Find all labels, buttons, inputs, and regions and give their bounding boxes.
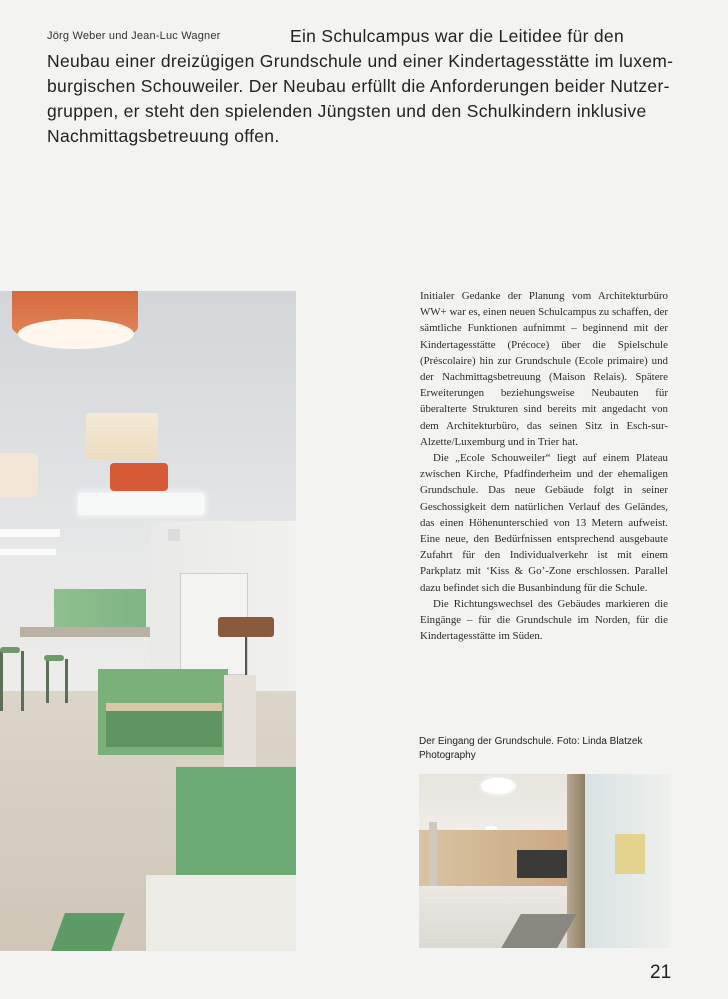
lead-paragraph xyxy=(47,24,687,149)
desk-top xyxy=(106,703,222,711)
ceiling-light xyxy=(0,549,56,555)
desk-shadow xyxy=(106,711,222,747)
entrance-photo xyxy=(419,774,671,948)
article-body xyxy=(420,288,668,644)
green-panel xyxy=(176,767,296,891)
article-paragraph: Die Richtungswechsel des Gebäudes markieren die Eingänge – für die Grundschule im Norden, für die Kindertagesstätte im Süden. xyxy=(420,597,668,643)
page-number: 21 xyxy=(650,962,672,983)
blackboard xyxy=(517,850,567,878)
exit-sign xyxy=(168,529,180,541)
ceiling-light xyxy=(0,529,60,537)
article-paragraph: Die „Ecole Schouweiler“ liegt auf einem Plateau zwischen Kirche, Pfadfinderheim und der ehemaligen Grundschule. Das neue Gebäude folgt in seiner Geschossigkeit dem natürlichen Verlauf des Geländes, das einen Höhenunterschied von 13 Metern aufweist. Eine neue, den Bedürfnissen entsprechend ausgebaute Zufahrt für den Individualverkehr ist mit einem Parkplatz mit ‘Kiss & Go’-Zone erschlossen. Parallel dazu befindet sich die Busanbindung für die Schule. xyxy=(420,452,668,594)
lead-line: gruppen, er steht den spielenden Jüngsten und den Schulkindern inklusive xyxy=(47,101,647,121)
interior-photo xyxy=(0,291,296,951)
stool xyxy=(46,659,68,703)
ceiling-light xyxy=(78,493,204,515)
author-line: Jörg Weber und Jean-Luc Wagner xyxy=(47,30,221,42)
pendant-lamp xyxy=(86,413,158,459)
green-wall xyxy=(54,589,146,627)
pendant-lamp xyxy=(0,453,38,497)
table xyxy=(20,627,150,637)
yellow-wall xyxy=(615,834,645,874)
lead-line: Neubau einer dreizügigen Grundschule und einer Kindertagesstätte im luxem- xyxy=(47,51,674,71)
stool-seat xyxy=(0,647,20,653)
lamp-glow xyxy=(18,319,134,349)
ceiling-light xyxy=(481,778,515,794)
photo-caption: Der Eingang der Grundschule. Foto: Linda Blatzek Photography xyxy=(419,736,643,761)
white-panel xyxy=(146,875,296,951)
stool-seat xyxy=(44,655,64,661)
pendant-lamp xyxy=(110,463,168,491)
stool xyxy=(0,651,24,711)
lead-line: burgischen Schouweiler. Der Neubau erfüllt die Anforderungen beider Nutzer- xyxy=(47,76,670,96)
lead-line: Nachmittagsbetreuung offen. xyxy=(47,126,280,146)
article-paragraph: Initialer Gedanke der Planung vom Architekturbüro WW+ war es, einen neuen Schulcampus zu schaffen, der sämtliche Funktionen aufnimmt – beginnend mit der Kindertagesstätte (Précoce) über die Spielschule (Préscolaire) hin zur Grundschule (Ecole primaire) und der Nachmittagsbetreuung (Maison Relais). Spätere Erweiterungen beziehungsweise Neubauten für überalterte Strukturen sind bereits mit angedacht von dem Architekturbüro, das seinen Sitz in Esch-sur-Alzette/Luxemburg und in Trier hat. xyxy=(420,290,668,448)
lead-line: Ein Schulcampus war die Leitidee für den xyxy=(290,26,624,46)
desk-side xyxy=(224,675,256,771)
floor-lamp xyxy=(218,617,274,637)
